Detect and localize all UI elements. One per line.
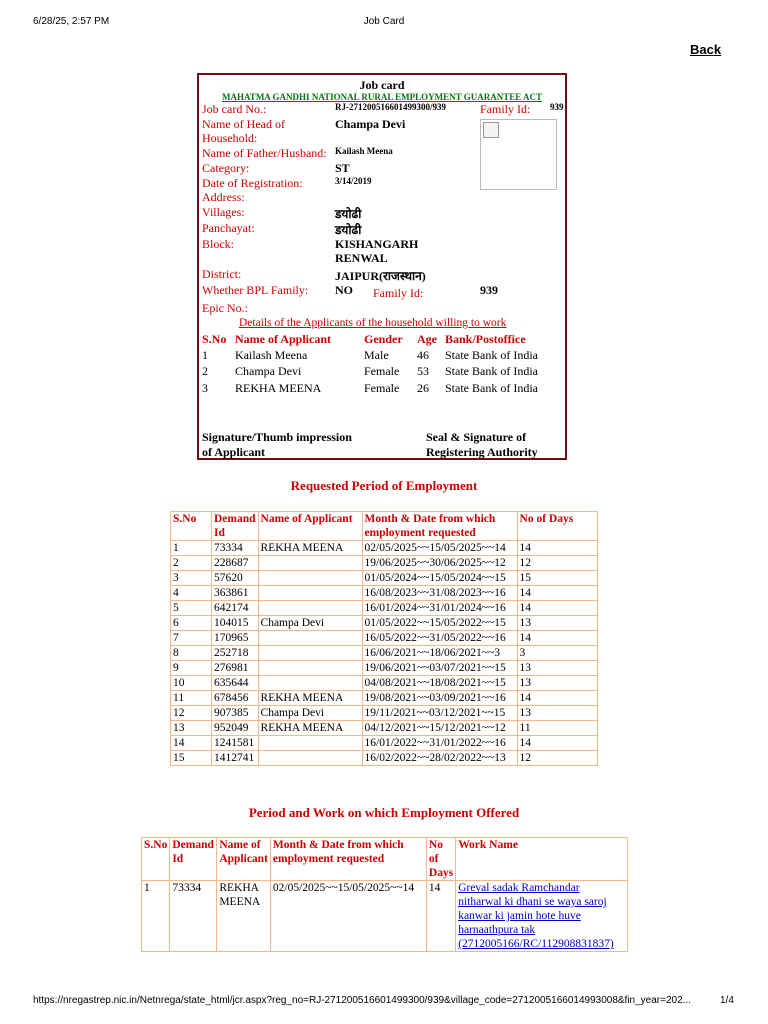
requested-table: [170, 511, 598, 766]
block-value: KISHANGARH: [335, 237, 419, 251]
table-row: [142, 881, 628, 952]
app-gender: Female: [364, 364, 400, 378]
registration-value: 3/14/2019: [335, 176, 372, 186]
table-row: [171, 571, 598, 586]
app-header-gender: Gender: [364, 332, 403, 346]
cell-sno: 4: [171, 586, 212, 601]
app-header-bank: Bank/Postoffice: [445, 332, 526, 346]
cell-sno: 7: [171, 631, 212, 646]
cell-days: 14: [517, 736, 597, 751]
cell-sno: 14: [171, 736, 212, 751]
cell-period: 19/11/2021~~03/12/2021~~15: [362, 706, 517, 721]
app-header-sno: S.No: [202, 332, 227, 346]
cell-demand: 73334: [170, 881, 217, 952]
cell-sno: 10: [171, 676, 212, 691]
app-age: 53: [417, 364, 429, 378]
seal-label-2: Registering Authority: [426, 445, 538, 459]
panchayat-value: डयोढी: [335, 223, 362, 237]
cell-sno: 3: [171, 571, 212, 586]
cell-days: 14: [517, 586, 597, 601]
table-row: [171, 616, 598, 631]
cell-name: [258, 571, 362, 586]
print-datetime: 6/28/25, 2:57 PM: [33, 16, 110, 27]
job-card: [197, 73, 567, 460]
cell-days: 14: [426, 881, 455, 952]
col-days: No of Days: [517, 512, 597, 541]
cell-name: REKHA MEENA: [217, 881, 271, 952]
col-demand: Demand Id: [212, 512, 259, 541]
table-row: [171, 706, 598, 721]
head-label: Name of Head of: [202, 117, 285, 131]
cell-period: 16/08/2023~~31/08/2023~~16: [362, 586, 517, 601]
cell-demand: 73334: [212, 541, 259, 556]
print-title: Job Card: [363, 16, 405, 27]
cell-sno: 9: [171, 661, 212, 676]
table-row: [171, 646, 598, 661]
cell-days: 14: [517, 691, 597, 706]
app-age: 26: [417, 381, 429, 395]
cell-days: 13: [517, 676, 597, 691]
cell-demand: 104015: [212, 616, 259, 631]
app-bank: State Bank of India: [445, 364, 538, 378]
cell-demand: 907385: [212, 706, 259, 721]
col-sno: S.No: [171, 512, 212, 541]
act-title: MAHATMA GANDHI NATIONAL RURAL EMPLOYMENT GUARANTEE ACT: [221, 92, 543, 102]
cell-days: 12: [517, 751, 597, 766]
cell-sno: 1: [171, 541, 212, 556]
epic-label: Epic No.:: [202, 301, 248, 315]
cell-name: [258, 556, 362, 571]
col-sno: S.No: [142, 838, 170, 881]
cell-sno: 2: [171, 556, 212, 571]
panchayat-label: Panchayat:: [202, 221, 255, 235]
cell-period: 19/08/2021~~03/09/2021~~16: [362, 691, 517, 706]
table-row: [171, 691, 598, 706]
block-value-2: RENWAL: [335, 251, 388, 265]
table-row: [171, 661, 598, 676]
table-row: [171, 541, 598, 556]
cell-name: REKHA MEENA: [258, 691, 362, 706]
family-id-label-2: Family Id:: [373, 286, 424, 300]
cell-sno: 1: [142, 881, 170, 952]
cell-period: 16/01/2024~~31/01/2024~~16: [362, 601, 517, 616]
cell-name: [258, 631, 362, 646]
cell-demand: 57620: [212, 571, 259, 586]
cell-demand: 635644: [212, 676, 259, 691]
cell-sno: 12: [171, 706, 212, 721]
villages-value: डयोढी: [335, 207, 362, 221]
cell-name: [258, 586, 362, 601]
district-value: JAIPUR(राजस्थान): [335, 269, 426, 283]
app-header-name: Name of Applicant: [235, 332, 331, 346]
app-name: REKHA MEENA: [235, 381, 322, 395]
col-period: Month & Date from which employment requested: [362, 512, 517, 541]
cell-period: 02/05/2025~~15/05/2025~~14: [270, 881, 426, 952]
cell-demand: 252718: [212, 646, 259, 661]
app-bank: State Bank of India: [445, 381, 538, 395]
app-sno: 2: [202, 364, 208, 378]
requested-header-row: [171, 512, 598, 541]
family-id-label: Family Id:: [480, 102, 531, 116]
app-bank: State Bank of India: [445, 348, 538, 362]
table-row: [171, 601, 598, 616]
col-work: Work Name: [456, 838, 628, 881]
cell-period: 01/05/2022~~15/05/2022~~15: [362, 616, 517, 631]
table-row: [171, 676, 598, 691]
app-gender: Female: [364, 381, 400, 395]
signature-label-2: of Applicant: [202, 445, 266, 459]
block-label: Block:: [202, 237, 234, 251]
app-sno: 1: [202, 348, 208, 362]
table-row: [171, 721, 598, 736]
cell-days: 13: [517, 616, 597, 631]
signature-label: Signature/Thumb impression: [202, 430, 352, 444]
offered-table: [141, 837, 628, 952]
head-label-2: Household:: [202, 131, 258, 145]
app-gender: Male: [364, 348, 389, 362]
table-row: [171, 586, 598, 601]
requested-body: [171, 541, 598, 766]
app-name: Champa Devi: [235, 364, 302, 378]
job-card-no: RJ-271200516601499300/939: [335, 102, 446, 112]
app-header-age: Age: [417, 332, 437, 346]
cell-name: Champa Devi: [258, 616, 362, 631]
cell-demand: 363861: [212, 586, 259, 601]
app-sno: 3: [202, 381, 208, 395]
cell-demand: 678456: [212, 691, 259, 706]
cell-sno: 8: [171, 646, 212, 661]
card-title: Job card: [359, 78, 405, 92]
applicant-photo: [480, 119, 557, 190]
cell-days: 11: [517, 721, 597, 736]
cell-sno: 11: [171, 691, 212, 706]
cell-days: 14: [517, 541, 597, 556]
cell-demand: 276981: [212, 661, 259, 676]
offered-header-row: [142, 838, 628, 881]
cell-name: [258, 601, 362, 616]
offered-title: Period and Work on which Employment Offered: [248, 805, 520, 820]
cell-name: [258, 646, 362, 661]
registration-label: Date of Registration:: [202, 176, 303, 190]
cell-demand: 952049: [212, 721, 259, 736]
table-row: [171, 631, 598, 646]
col-name: Name of Applicant: [217, 838, 271, 881]
cell-work: [456, 881, 628, 952]
bpl-label: Whether BPL Family:: [202, 283, 309, 297]
requested-title: Requested Period of Employment: [290, 478, 478, 493]
address-label: Address:: [202, 190, 245, 204]
cell-name: [258, 661, 362, 676]
cell-period: 01/05/2024~~15/05/2024~~15: [362, 571, 517, 586]
print-url: https://nregastrep.nic.in/Netnrega/state_html/jcr.aspx?reg_no=RJ-271200516601499300/939&village_code=2712005166014993008&fin_year=202...: [33, 995, 691, 1006]
cell-name: REKHA MEENA: [258, 721, 362, 736]
cell-days: 12: [517, 556, 597, 571]
details-title: Details of the Applicants of the household willing to work: [239, 317, 507, 329]
seal-label: Seal & Signature of: [426, 430, 527, 444]
cell-days: 14: [517, 631, 597, 646]
job-card-no-label: Job card No.:: [202, 102, 267, 116]
cell-days: 3: [517, 646, 597, 661]
cell-period: 04/12/2021~~15/12/2021~~12: [362, 721, 517, 736]
cell-name: REKHA MEENA: [258, 541, 362, 556]
head-value: Champa Devi: [335, 117, 406, 131]
broken-image-icon: [483, 122, 499, 138]
col-name: Name of Applicant: [258, 512, 362, 541]
col-days: No of Days: [426, 838, 455, 881]
cell-demand: 228687: [212, 556, 259, 571]
cell-sno: 13: [171, 721, 212, 736]
table-row: [171, 556, 598, 571]
cell-name: [258, 676, 362, 691]
cell-demand: 1241581: [212, 736, 259, 751]
district-label: District:: [202, 267, 242, 281]
print-page-number: 1/4: [720, 995, 734, 1006]
col-period: Month & Date from which employment requested: [270, 838, 426, 881]
category-label: Category:: [202, 161, 250, 175]
father-value: Kailash Meena: [335, 146, 393, 156]
cell-sno: 5: [171, 601, 212, 616]
cell-period: 16/06/2021~~18/06/2021~~3: [362, 646, 517, 661]
cell-name: Champa Devi: [258, 706, 362, 721]
cell-demand: 642174: [212, 601, 259, 616]
work-name-link[interactable]: Greval sadak Ramchandar nitharwal ki dhani se waya saroj kanwar ki jamin hote huve harnaathpura tak (2712005166/RC/112908831837): [458, 882, 614, 950]
col-demand: Demand Id: [170, 838, 217, 881]
app-age: 46: [417, 348, 429, 362]
villages-label: Villages:: [202, 205, 245, 219]
cell-period: 16/02/2022~~28/02/2022~~13: [362, 751, 517, 766]
cell-days: 13: [517, 706, 597, 721]
cell-period: 16/01/2022~~31/01/2022~~16: [362, 736, 517, 751]
cell-name: [258, 751, 362, 766]
bpl-value: NO: [335, 283, 353, 297]
table-row: [171, 751, 598, 766]
family-id-2: 939: [480, 283, 498, 297]
cell-days: 13: [517, 661, 597, 676]
back-link[interactable]: Back: [690, 42, 722, 57]
cell-name: [258, 736, 362, 751]
family-id: 939: [550, 102, 564, 112]
cell-period: 19/06/2025~~30/06/2025~~12: [362, 556, 517, 571]
cell-period: 04/08/2021~~18/08/2021~~15: [362, 676, 517, 691]
cell-demand: 170965: [212, 631, 259, 646]
cell-period: 16/05/2022~~31/05/2022~~16: [362, 631, 517, 646]
app-name: Kailash Meena: [235, 348, 308, 362]
cell-days: 15: [517, 571, 597, 586]
cell-sno: 6: [171, 616, 212, 631]
cell-demand: 1412741: [212, 751, 259, 766]
cell-sno: 15: [171, 751, 212, 766]
table-row: [171, 736, 598, 751]
category-value: ST: [335, 161, 350, 175]
cell-period: 02/05/2025~~15/05/2025~~14: [362, 541, 517, 556]
cell-period: 19/06/2021~~03/07/2021~~15: [362, 661, 517, 676]
cell-days: 14: [517, 601, 597, 616]
father-label: Name of Father/Husband:: [202, 146, 327, 160]
